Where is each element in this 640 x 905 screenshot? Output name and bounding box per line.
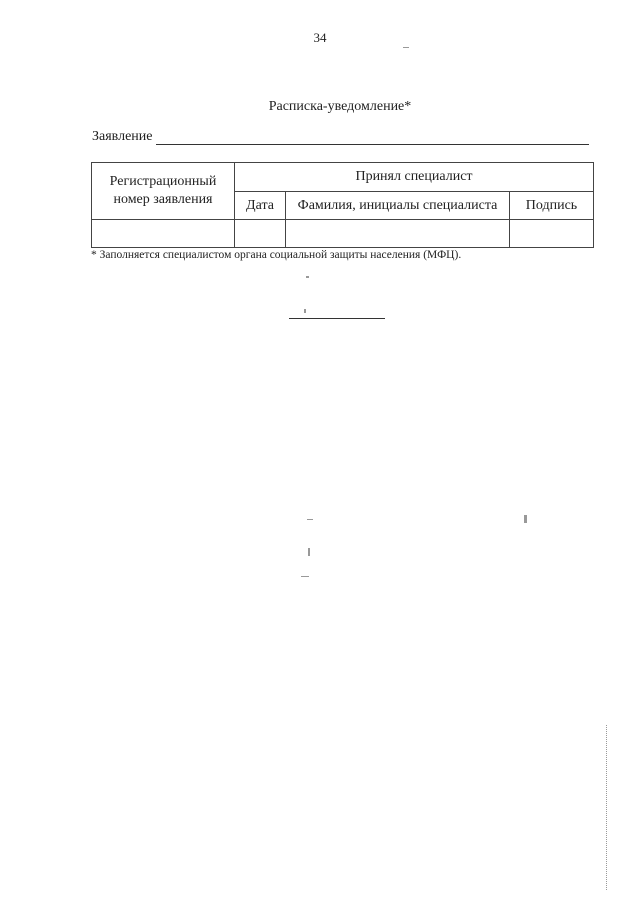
scan-speck — [403, 47, 409, 48]
scan-speck — [304, 309, 306, 313]
date-header: Дата — [235, 192, 286, 220]
scan-speck — [308, 548, 310, 556]
scan-speck — [306, 276, 309, 278]
scan-speck — [307, 519, 313, 520]
reg-number-header: Регистрационный номер заявления — [92, 163, 235, 220]
footnote: * Заполняется специалистом органа социальной защиты населения (МФЦ). — [91, 249, 462, 261]
signature-header: Подпись — [510, 192, 594, 220]
specialist-name-cell[interactable] — [286, 220, 510, 248]
signature-cell[interactable] — [510, 220, 594, 248]
accepted-by-header: Принял специалист — [235, 163, 594, 192]
scan-speck — [524, 515, 527, 523]
page-number: 34 — [313, 30, 327, 45]
reg-number-cell[interactable] — [92, 220, 235, 248]
scan-speck — [301, 576, 309, 577]
date-cell[interactable] — [235, 220, 286, 248]
scan-edge-dots — [606, 725, 608, 890]
statement-fill-line[interactable] — [156, 130, 590, 145]
table-row — [92, 220, 594, 248]
specialist-name-header: Фамилия, инициалы специалиста — [286, 192, 510, 220]
receipt-table — [91, 162, 594, 248]
statement-row — [92, 129, 589, 145]
separator-line — [289, 318, 385, 319]
document-title: Расписка-уведомление* — [268, 99, 412, 114]
statement-label: Заявление — [92, 129, 153, 144]
